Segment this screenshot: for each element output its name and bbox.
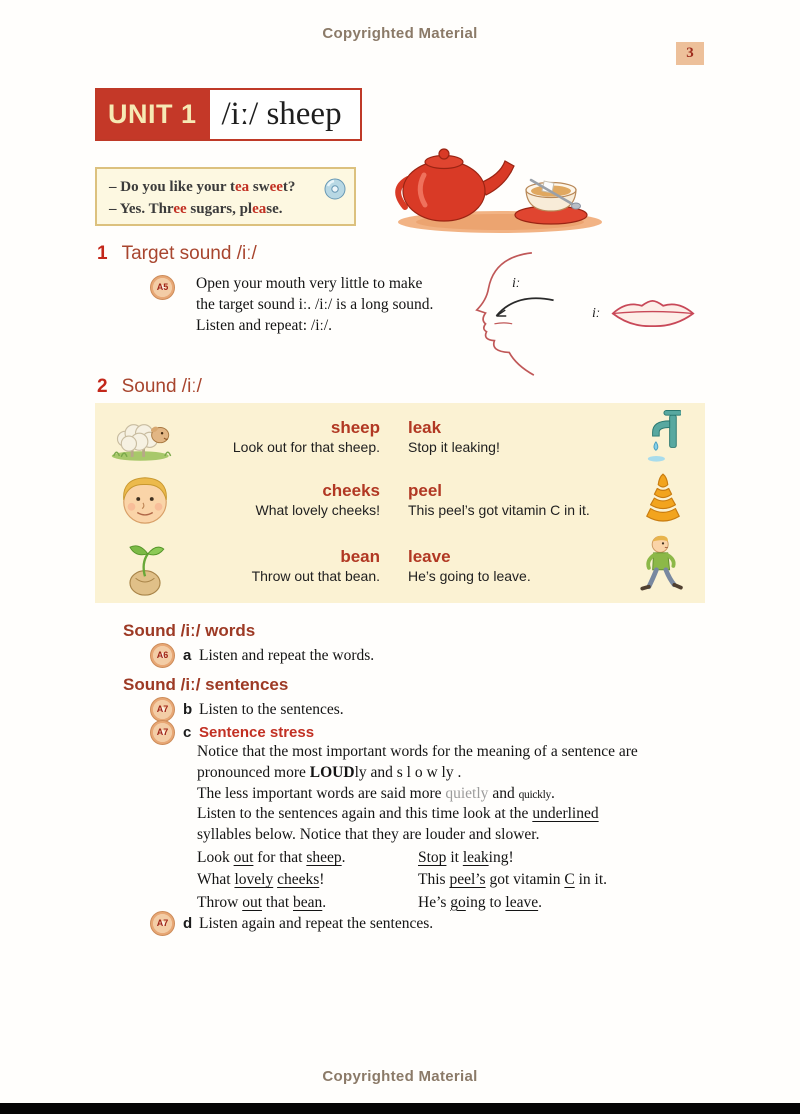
sentence-stress-label: Sentence stress — [199, 724, 315, 741]
unit-header — [95, 88, 362, 141]
item-text: Listen and repeat the words. — [199, 646, 375, 664]
leaking-tap-icon — [620, 409, 705, 465]
unit-title: /iː/ sheep — [221, 96, 342, 132]
page-number: 3 — [676, 42, 704, 65]
panel-row — [95, 534, 705, 598]
teapot-icon — [388, 145, 606, 235]
word-sentence: Throw out that bean. — [251, 568, 380, 584]
item-text: Listen again and repeat the sentences. — [199, 914, 434, 932]
word-entry — [380, 418, 620, 455]
audio-disc-icon: A7 — [150, 697, 175, 722]
stress-sentence: Stop it leaking! — [418, 849, 514, 866]
word-label: leak — [408, 418, 442, 437]
dialogue-line-2: – Yes. Three sugars, please. — [109, 200, 283, 217]
paragraph-line: pronounced more LOUDly and s l o w ly . — [197, 763, 462, 781]
exercise-item-b — [150, 697, 344, 722]
paragraph-line: Listen to the sentences again and this time look at the underlined — [197, 805, 599, 823]
face-profile-diagram — [455, 250, 593, 378]
stress-sentences — [197, 847, 607, 914]
face-profile-icon — [455, 250, 593, 378]
audio-disc-icon: A7 — [150, 720, 175, 745]
stress-explanation — [197, 742, 737, 846]
section-number: 1 — [97, 243, 108, 264]
section-number: 2 — [97, 376, 108, 397]
word-sentence: Stop it leaking! — [408, 439, 500, 455]
word-entry — [380, 481, 620, 518]
audio-disc-icon: A7 — [150, 911, 175, 936]
orange-peel-icon — [620, 470, 705, 528]
audio-disc-icon: A5 — [150, 275, 175, 300]
section-title: Sound /iː/ — [121, 376, 202, 397]
dialogue-line-1: – Do you like your tea sweet? — [109, 179, 296, 195]
audio-disc-icon: A6 — [150, 643, 175, 668]
dialogue-box — [95, 167, 356, 226]
word-sentence: Look out for that sheep. — [232, 439, 380, 455]
stress-sentence: Throw out that bean. — [197, 893, 327, 911]
page-edge-bar — [0, 1103, 800, 1114]
copyright-notice-top: Copyrighted Material — [322, 25, 478, 42]
paragraph-line: syllables below. Notice that they are louder and slower. — [197, 826, 540, 844]
lips-front-view-diagram — [592, 297, 699, 330]
panel-row — [95, 409, 705, 465]
stress-sentence: This peel’s got vitamin C in it. — [418, 871, 608, 889]
instruction-line: Open your mouth very little to make — [196, 275, 423, 292]
item-letter: a — [183, 647, 192, 664]
sound-examples-panel — [95, 403, 705, 603]
section-1-heading — [97, 243, 257, 265]
stress-sentence: He’s going to leave. — [418, 893, 542, 911]
word-label: peel — [408, 480, 443, 500]
word-entry — [380, 547, 620, 584]
lips-icon — [607, 297, 699, 330]
sound-words-heading: Sound /iː/ words — [123, 621, 256, 640]
copyright-notice-bottom: Copyrighted Material — [322, 1068, 478, 1085]
word-entry — [195, 418, 380, 455]
section-title: Target sound /iː/ — [121, 243, 257, 264]
cd-disc-icon — [324, 178, 346, 200]
paragraph-line: The less important words are said more quietly and quickly. — [197, 784, 555, 802]
word-label: cheeks — [322, 480, 380, 500]
section-2-heading — [97, 376, 202, 398]
sound-sentences-heading: Sound /iː/ sentences — [123, 675, 289, 694]
tongue-position-label: iː — [512, 276, 520, 291]
stress-sentence: Look out for that sheep. — [197, 849, 346, 866]
walking-boy-icon — [620, 534, 705, 598]
exercise-item-a — [150, 643, 374, 668]
word-label: sheep — [330, 418, 380, 437]
word-entry — [195, 547, 380, 584]
word-sentence: This peel’s got vitamin C in it. — [408, 501, 590, 518]
stress-sentence: What lovely cheeks! — [197, 871, 325, 889]
word-label: bean — [340, 547, 380, 566]
boy-face-icon — [95, 471, 195, 527]
exercise-item-d — [150, 911, 433, 936]
panel-row — [95, 470, 705, 528]
instruction-line: Listen and repeat: /iː/. — [196, 317, 333, 335]
word-sentence: What lovely cheeks! — [255, 501, 380, 518]
item-text: Listen to the sentences. — [199, 700, 344, 718]
word-label: leave — [408, 547, 451, 566]
item-letter: b — [183, 701, 193, 718]
item-letter: d — [183, 915, 193, 932]
sheep-icon — [95, 412, 195, 462]
unit-badge: UNIT 1 — [97, 90, 210, 139]
target-sound-instruction — [196, 273, 433, 337]
teapot-and-teacup-illustration — [388, 145, 606, 235]
lips-label: iː — [592, 305, 600, 321]
word-entry — [195, 481, 380, 518]
word-sentence: He’s going to leave. — [408, 568, 531, 584]
item-letter: c — [183, 724, 192, 741]
instruction-line: the target sound iː. /iː/ is a long sound. — [196, 296, 434, 314]
paragraph-line: Notice that the most important words for the meaning of a sentence are — [197, 743, 638, 760]
bean-sprout-icon — [95, 535, 195, 597]
